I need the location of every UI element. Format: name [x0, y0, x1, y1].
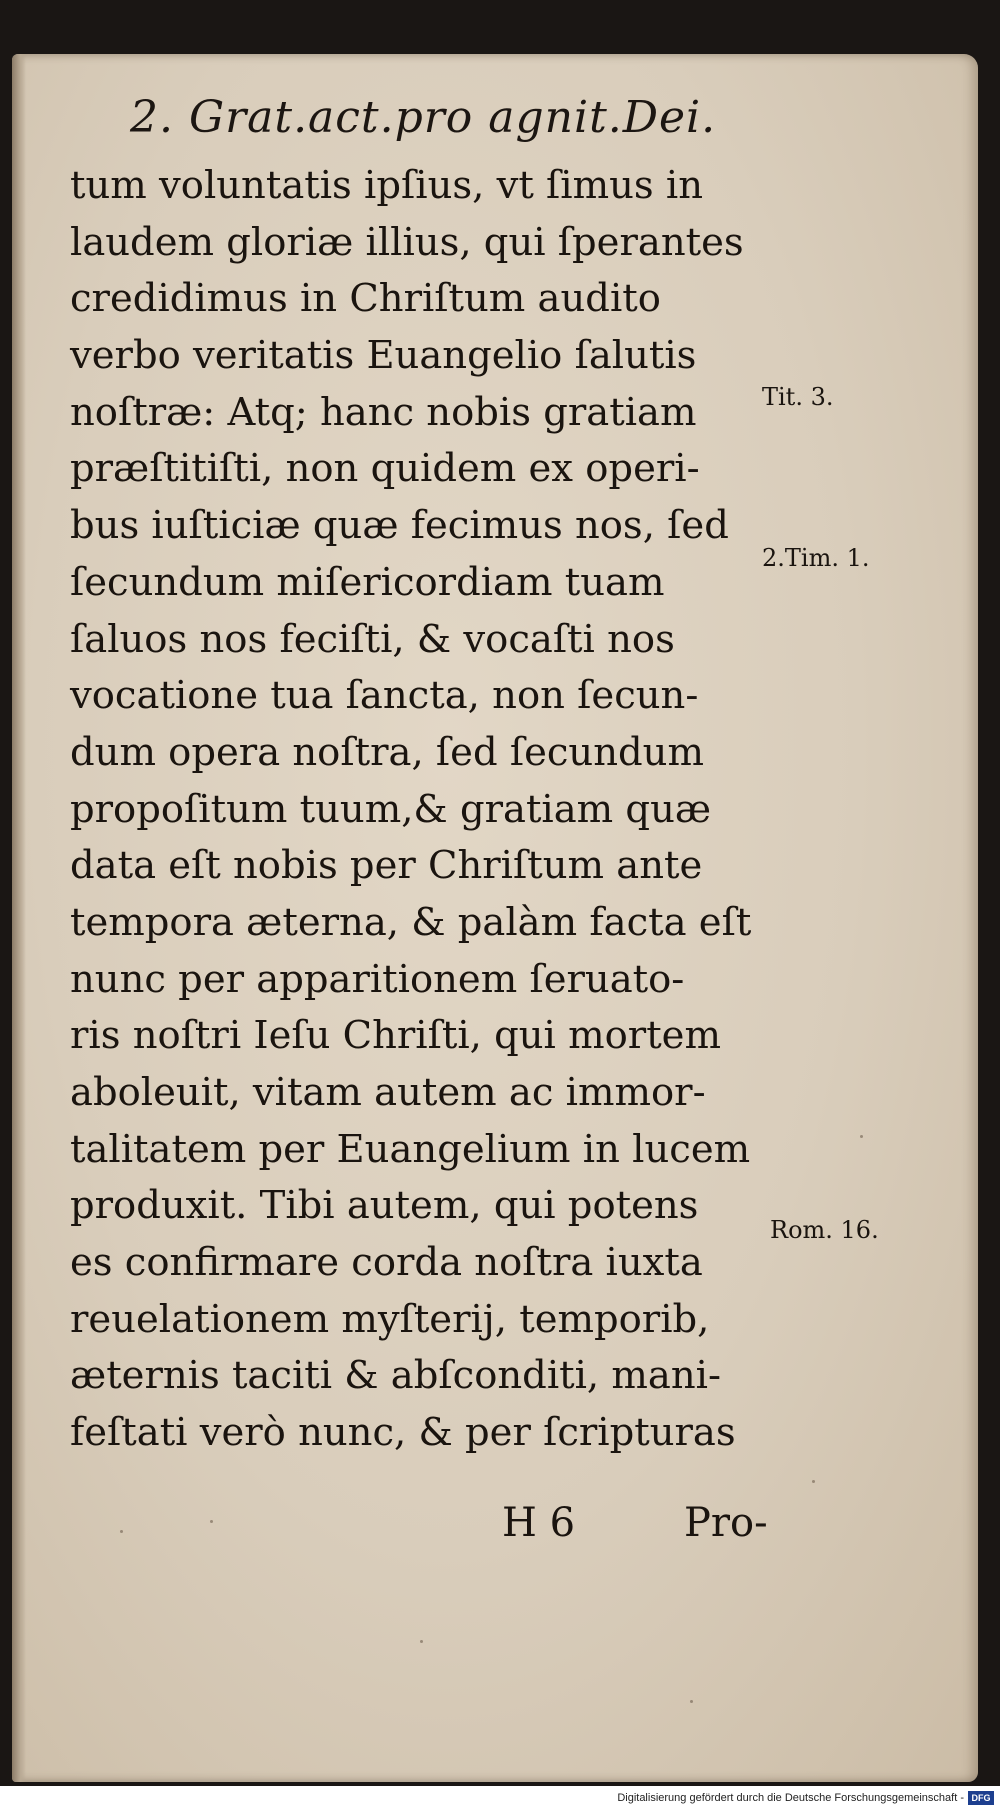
text-line: ris noſtri Ieſu Chriſti, qui mortem — [70, 1013, 721, 1059]
text-line: feſtati verò nunc, & per ſcripturas — [70, 1410, 736, 1456]
text-line: nunc per apparitionem ſeruato- — [70, 956, 685, 1002]
text-line: reuelationem myſterij, temporib, — [70, 1296, 710, 1342]
digitization-footer — [0, 1786, 1000, 1812]
marginal-note-rom: Rom. 16. — [770, 1216, 879, 1244]
text-line: tum voluntatis ipſius, vt ſimus in — [70, 163, 704, 208]
text-line: ſecundum miſericordiam tuam — [70, 559, 665, 605]
text-line: laudem gloriæ illius, qui ſperantes — [70, 219, 744, 265]
dfg-logo-icon[interactable]: DFG — [968, 1791, 994, 1805]
marginal-note-tim: 2.Tim. 1. — [762, 544, 870, 572]
footer-credit: Digitalisierung gefördert durch die Deutsche Forschungsgemeinschaft - — [617, 1792, 964, 1804]
text-line: data eſt nobis per Chriſtum ante — [70, 843, 703, 889]
text-line: bus iuſticiæ quæ fecimus nos, ſed — [70, 503, 729, 549]
text-line: noſtræ: Atq; hanc nobis gratiam — [70, 389, 697, 435]
text-line: vocatione tua ſancta, non ſecun- — [70, 673, 699, 719]
signature-mark: H 6 — [502, 1500, 576, 1546]
text-line: produxit. Tibi autem, qui potens — [70, 1183, 699, 1229]
text-line: es confirmare corda noſtra iuxta — [70, 1240, 703, 1286]
running-head: 2. Grat.act.pro agnit.Dei. — [130, 92, 717, 143]
text-line: æternis taciti & abſconditi, mani- — [70, 1353, 721, 1399]
text-line: tempora æterna, & palàm facta eſt — [70, 899, 752, 945]
text-line: propoſitum tuum,& gratiam quæ — [70, 786, 712, 832]
page-binding-edge — [12, 54, 26, 1782]
marginal-note-tit: Tit. 3. — [762, 383, 834, 411]
text-line: verbo veritatis Euangelio ſalutis — [70, 333, 697, 379]
text-line: ſaluos nos feciſti, & vocaſti nos — [70, 616, 675, 662]
text-line: talitatem per Euangelium in lucem — [70, 1126, 751, 1172]
text-line: aboleuit, vitam autem ac immor- — [70, 1070, 706, 1115]
text-line: credidimus in Chriſtum audito — [70, 276, 661, 322]
body-text — [70, 158, 770, 1462]
catchword: Pro- — [684, 1500, 768, 1546]
text-line: præſtitiſti, non quidem ex operi- — [70, 446, 700, 492]
text-line: dum opera noſtra, ſed ſecundum — [70, 729, 704, 775]
